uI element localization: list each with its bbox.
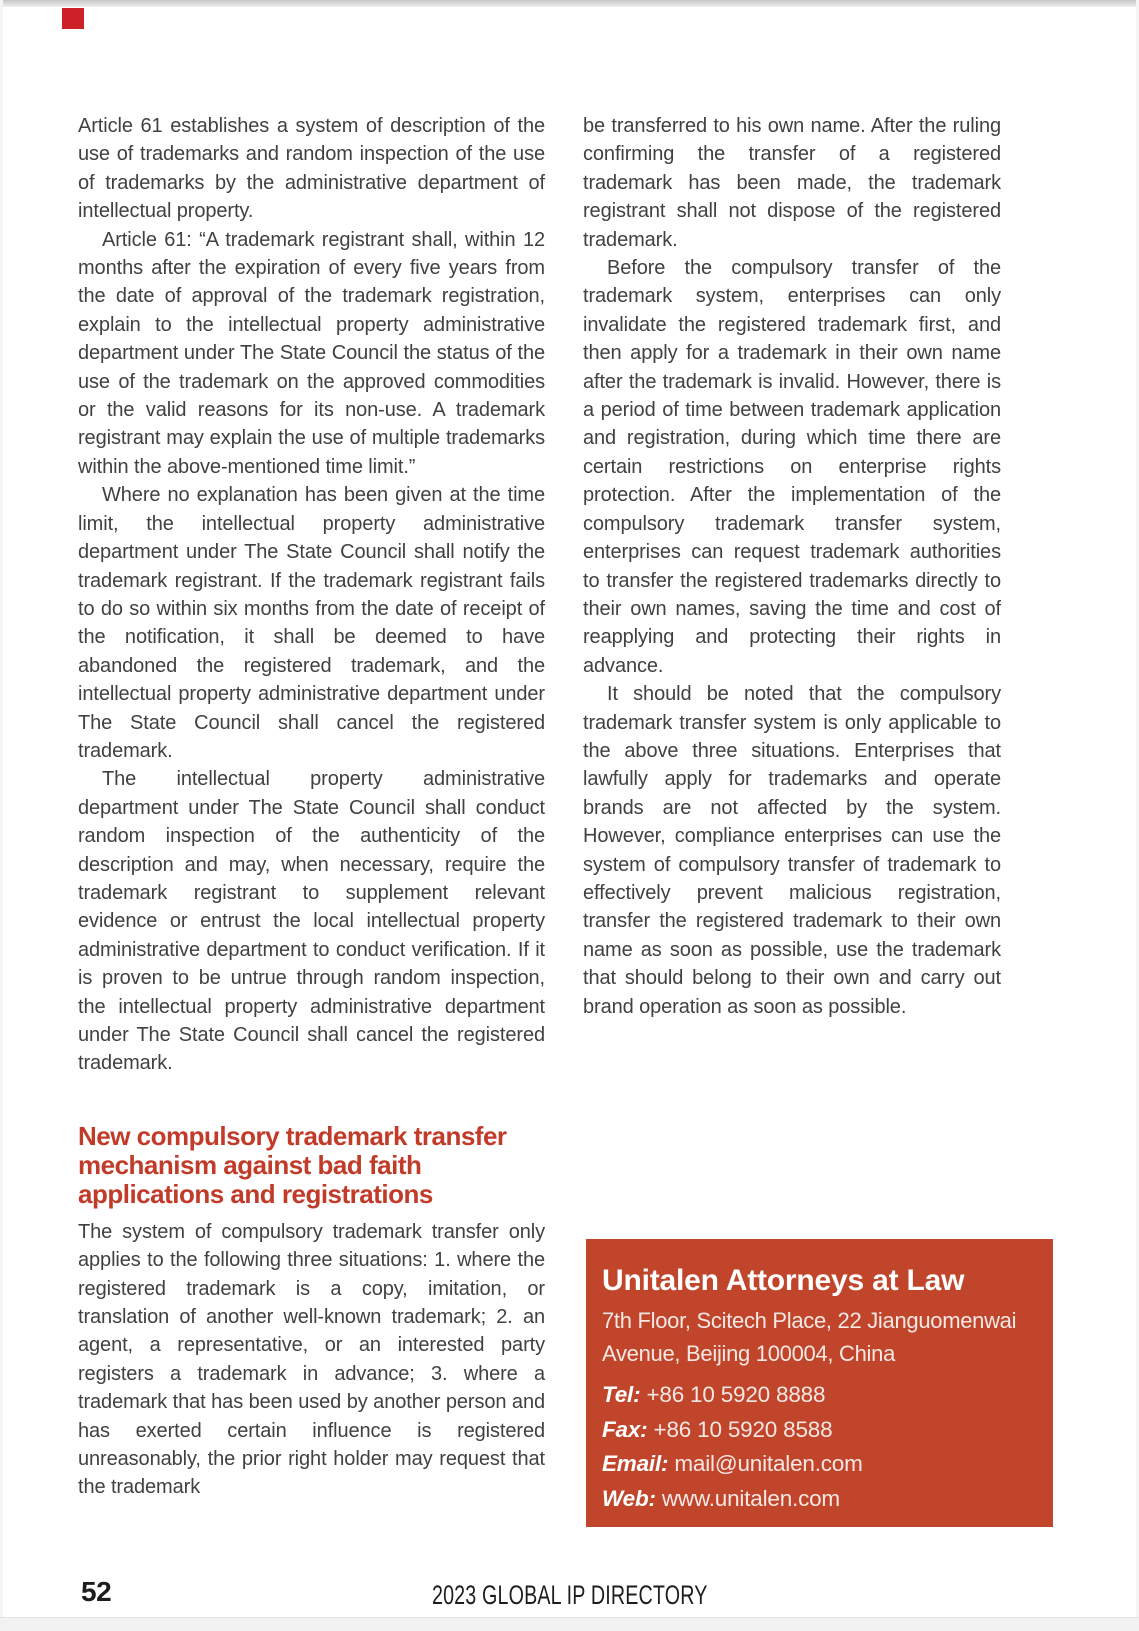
section-heading-line: New compulsory trademark transfer	[78, 1120, 507, 1151]
right-text-column	[583, 112, 1001, 1021]
body-paragraph: The intellectual property administrative department under The State Council shall conduct random inspection of the authenticity of the description and may, when necessary, require the trademark registrant to supplement relevant evidence or entrust the local intellectual property administrative department to conduct verification. If it is proven to be untrue through random inspection, the intellectual property administrative department under The State Council shall cancel the registered trademark.	[78, 768, 545, 1075]
body-paragraph: It should be noted that the compulsory trademark transfer system is only applicable to the above three situations. Enterprises that lawfully apply for trademarks and operate brands are not affected by the system. However, compliance enterprises can use the system of compulsory transfer of trademark to effectively prevent malicious registration, transfer the registered trademark to their own name as soon as possible, use the trademark that should belong to their own and carry out brand operation as soon as possible.	[583, 683, 1001, 1018]
address-line: Avenue, Beijing 100004, China	[602, 1341, 896, 1366]
law-firm-contact-card	[586, 1239, 1053, 1527]
contact-fax	[602, 1413, 1047, 1448]
body-paragraph: be transferred to his own name. After the ruling confirming the transfer of a registered trademark has been made, the trademark registrant shall not dispose of the registered trademark.	[583, 115, 1001, 251]
red-corner-marker	[62, 8, 84, 29]
law-firm-address	[602, 1304, 1047, 1370]
law-firm-name: Unitalen Attorneys at Law	[602, 1264, 965, 1297]
section-heading-line: mechanism against bad faith	[78, 1149, 422, 1180]
email-label: Email:	[602, 1451, 669, 1476]
body-paragraph: Before the compulsory transfer of the trademark system, enterprises can only invalidate the registered trademark first, and then apply for a trademark in their own name after the trademark is invalid. However, there is a period of time between trademark application and registration, during which time there are certain restrictions on enterprise rights protection. After the implementation of the compulsory trademark transfer system, enterprises can request trademark authorities to transfer the registered trademarks directly to their own names, saving the time and cost of reapplying and protecting their rights in advance.	[583, 257, 1001, 677]
tel-value: +86 10 5920 8888	[646, 1382, 826, 1407]
contact-web	[602, 1482, 1047, 1517]
web-value: www.unitalen.com	[661, 1485, 840, 1511]
fax-value: +86 10 5920 8588	[653, 1416, 833, 1442]
page-bottom-edge	[0, 1617, 1139, 1631]
directory-title: 2023 GLOBAL IP DIRECTORY	[431, 1580, 708, 1610]
body-paragraph: Article 61: “A trademark registrant shall, within 12 months after the expiration of every five years from the date of approval of the trademark registration, explain to the intellectual property administrative department under The State Council the status of the use of the trademark on the approved commodities or the valid reasons for its non-use. A trademark registrant may explain the use of multiple trademarks within the above-mentioned time limit.”	[78, 228, 545, 478]
body-paragraph: The system of compulsory trademark transfer only applies to the following three situations: 1. where the registered trademark is a copy, imitation, or translation of another well-known trademark; 2. an agent, a representative, or an interested party registers a trademark in advance; 3. where a trademark that has been used by another person and has exerted certain influence is registered unreasonably, the prior right holder may request that the trademark	[78, 1220, 545, 1499]
fax-label: Fax:	[602, 1416, 648, 1442]
body-paragraph: Where no explanation has been given at the time limit, the intellectual property administrative department under The State Council shall notify the trademark registrant. If the trademark registrant fails to do so within six months from the date of receipt of the notification, it shall be deemed to have abandoned the registered trademark, and the intellectual property administrative department under The State Council shall cancel the registered trademark.	[78, 484, 545, 762]
contact-tel	[602, 1378, 1047, 1413]
tel-label: Tel:	[602, 1382, 641, 1407]
contact-email	[602, 1447, 1047, 1482]
web-label: Web:	[602, 1485, 656, 1511]
section-heading	[78, 1122, 545, 1209]
page-number: 52	[81, 1576, 112, 1607]
section-heading-line: applications and registrations	[78, 1178, 433, 1209]
address-line: 7th Floor, Scitech Place, 22 Jianguomenwai	[602, 1308, 1017, 1333]
body-paragraph: Article 61 establishes a system of description of the use of trademarks and random inspection of the use of trademarks by the administrative department of intellectual property.	[78, 115, 545, 223]
page-left-edge	[0, 0, 3, 1630]
page-top-edge	[0, 0, 1139, 7]
left-text-column	[78, 112, 545, 1502]
footer	[0, 1580, 1139, 1611]
email-value: mail@unitalen.com	[674, 1451, 863, 1476]
